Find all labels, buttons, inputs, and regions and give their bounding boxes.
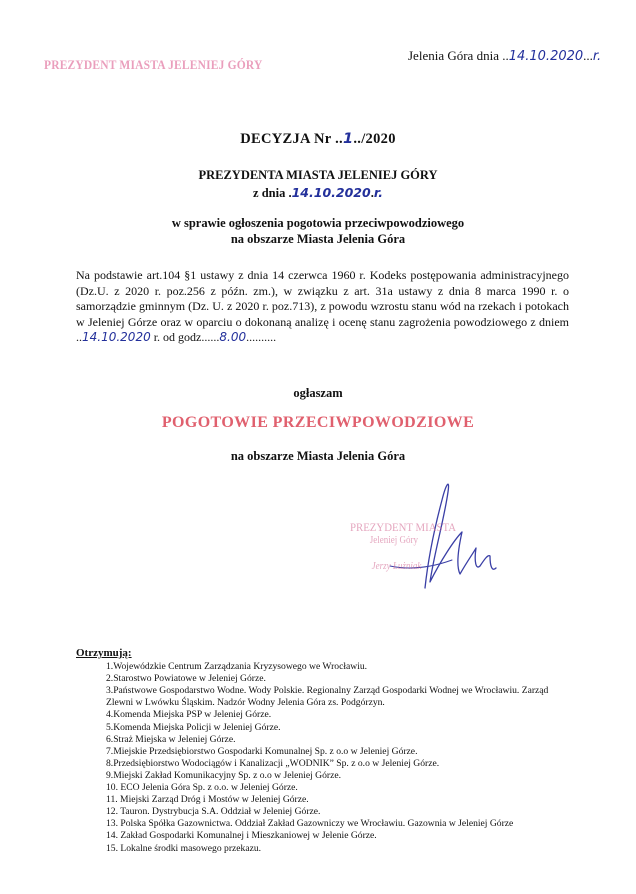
place-and-date: Jelenia Góra dnia ..14.10.2020...r. [408,48,602,64]
recipient-item: 1.Wojewódzkie Centrum Zarządzania Kryzysowego we Wrocławiu. [106,661,368,673]
paragraph-text: Na podstawie art.104 §1 ustawy z dnia 14 czerwca 1960 r. Kodeks postępowania administracyjnego (Dz.U. z 2020 r. poz.256 z późn. zm.), w związku z art. 31a ustawy z dnia 8 marca 1990 r. o samorządzie gminnym (Dz. U. z 2020 r. poz.713), z powodu wzrostu stanu wód na rzekach i potokach w Jeleniej Górze oraz w oparciu o dokonaną analizę i ocenę stanu zagrożenia powodziowego z dniem [76,268,569,329]
recipient-item: 2.Starostwo Powiatowe w Jeleniej Górze. [106,673,266,685]
handwritten-decision-number: 1 [342,131,354,147]
place-label: Jelenia Góra dnia [408,48,499,63]
handwritten-hour: 8.00 [219,330,247,345]
paragraph-mid-text: r. od godz. [150,330,205,345]
recipients-title: Otrzymują: [76,647,132,659]
stamp-line-2: Jeleniej Góry [369,535,419,546]
recipient-item: 12. Tauron. Dystrybucja S.A. Oddział w Jeleniej Górze. [106,806,321,818]
handwritten-decision-date: 14.10.2020 [291,185,371,200]
announce-verb: ogłaszam [293,386,343,400]
title-suffix: /2020 [361,131,396,147]
recipient-item: 13. Polska Spółka Gazownictwa. Oddział Zakład Gazowniczy we Wrocławiu. Gazownia w Jeleniej Górze [106,818,514,830]
mayor-header-stamp: PREZYDENT MIASTA JELENIEJ GÓRY [44,58,263,72]
subject-line-1: w sprawie ogłoszenia pogotowia przeciwpowodziowego [171,216,465,230]
recipient-item: 4.Komenda Miejska PSP w Jeleniej Górze. [106,709,272,721]
recipient-item: 5.Komenda Miejska Policji w Jeleniej Górze. [106,721,281,733]
announcement-area: na obszarze Miasta Jelenia Góra [230,449,406,463]
date-suffix: r. [373,185,383,200]
signature-area [330,470,560,600]
recipient-item: 7.Miejskie Przedsiębiorstwo Gospodarki Komunalnej Sp. z o.o w Jeleniej Górze. [106,745,418,757]
date-prefix: z dnia [253,186,289,200]
recipients-list [76,661,576,855]
issuer-line: PREZYDENTA MIASTA JELENIEJ GÓRY [198,168,438,182]
stamp-line-3: Jerzy Łużniak [371,561,422,572]
legal-basis-paragraph: Na podstawie art.104 §1 ustawy z dnia 14 czerwca 1960 r. Kodeks postępowania administracyjnego (Dz.U. z 2020 r. poz.256 z późn. zm.), w związku z art. 31a ustawy z dnia 8 marca 1990 r. o samorządzie gminnym (Dz. U. z 2020 r. poz.713), z powodu wzrostu stanu wód na rzekach i potokach w Jeleniej Górze oraz w oparciu o dokonaną analizę i ocenę stanu zagrożenia powodziowego z dniem ..14.10.2020 r. od godz......8.00.......... [76,268,569,345]
recipient-item: 15. Lokalne środki masowego przekazu. [106,842,262,854]
recipient-item: 11. Miejski Zarząd Dróg i Mostów w Jeleniej Górze. [106,794,309,806]
recipient-item: 3.Państwowe Gospodarstwo Wodne. Wody Polskie. Regionalny Zarząd Gospodarki Wodnej we Wrocławiu. Zarząd Zlewni w Lwówku Śląskim. Nadzór Wodny Jelenia Góra zs. Podgórzyn. [106,685,549,709]
date-trail: r. [592,49,602,64]
recipient-item: 6.Straż Miejska w Jeleniej Górze. [106,733,236,745]
recipient-item: 9.Miejski Zakład Komunikacyjny Sp. z o.o w Jeleniej Górze. [106,769,341,781]
decision-date-line: z dnia .14.10.2020.r. [253,185,383,200]
subject-line-2: na obszarze Miasta Jelenia Góra [230,232,406,246]
stamp-line-1: PREZYDENT MIASTA [350,520,457,534]
signature-stamp [350,520,456,574]
recipient-item: 10. ECO Jelenia Góra Sp. z o.o. w Jeleniej Górze. [106,782,298,794]
handwritten-date: 14.10.2020 [508,49,584,64]
recipient-item: 8.Przedsiębiorstwo Wodociągów i Kanalizacji „WODNIK” Sp. z o.o w Jeleniej Górze. [106,757,440,769]
decision-title: DECYZJA Nr ..1../2020 [240,131,396,147]
announcement-headline: POGOTOWIE PRZECIWPOWODZIOWE [161,414,475,431]
paragraph-end: . [273,330,277,345]
recipients-section [76,647,576,855]
recipient-item: 14. Zakład Gospodarki Komunalnej i Mieszkaniowej w Jelenie Górze. [106,830,377,842]
title-prefix: DECYZJA Nr [240,131,336,147]
handwritten-effective-date: 14.10.2020 [82,330,151,345]
